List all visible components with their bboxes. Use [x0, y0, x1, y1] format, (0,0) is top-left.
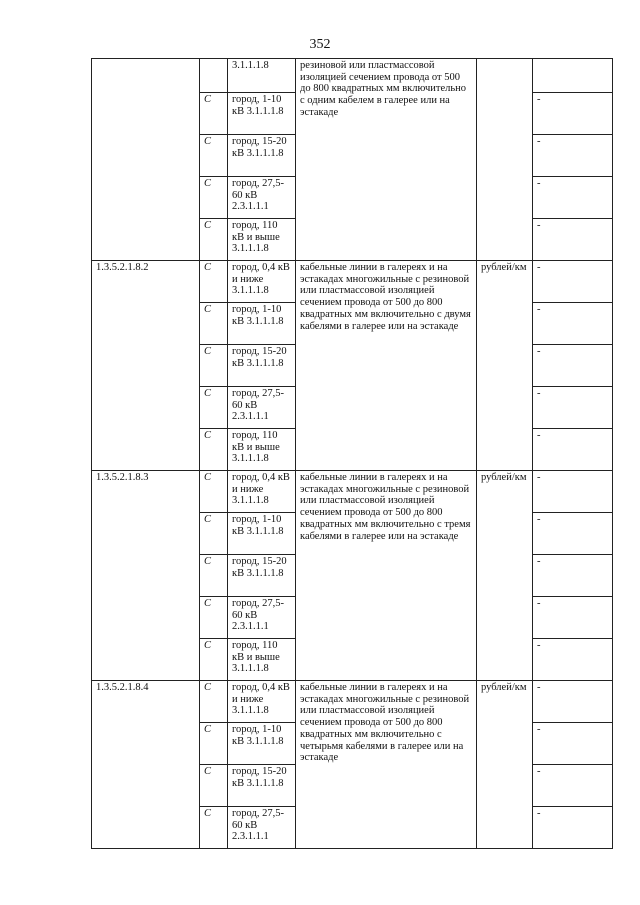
- category-letter-cell: С: [200, 303, 228, 345]
- tariff-table-body: [92, 59, 613, 849]
- table-row: [92, 681, 613, 723]
- area-voltage-cell: город, 110 кВ и выше 3.1.1.1.8: [228, 219, 296, 261]
- value-cell: -: [533, 303, 613, 345]
- category-letter-cell: С: [200, 597, 228, 639]
- table-row: [92, 471, 613, 513]
- value-cell: [533, 59, 613, 93]
- item-code-cell: [92, 59, 200, 261]
- category-letter-cell: С: [200, 723, 228, 765]
- area-voltage-cell: город, 15-20 кВ 3.1.1.1.8: [228, 765, 296, 807]
- value-cell: -: [533, 765, 613, 807]
- category-letter-cell: С: [200, 429, 228, 471]
- area-voltage-cell: город, 15-20 кВ 3.1.1.1.8: [228, 135, 296, 177]
- area-voltage-cell: город, 15-20 кВ 3.1.1.1.8: [228, 555, 296, 597]
- value-cell: -: [533, 597, 613, 639]
- category-letter-cell: С: [200, 345, 228, 387]
- value-cell: -: [533, 471, 613, 513]
- value-cell: -: [533, 723, 613, 765]
- value-cell: -: [533, 219, 613, 261]
- category-letter-cell: С: [200, 765, 228, 807]
- value-cell: -: [533, 93, 613, 135]
- value-cell: -: [533, 177, 613, 219]
- value-cell: -: [533, 639, 613, 681]
- value-cell: -: [533, 387, 613, 429]
- value-cell: -: [533, 261, 613, 303]
- value-cell: -: [533, 555, 613, 597]
- area-voltage-cell: 3.1.1.1.8: [228, 59, 296, 93]
- table-row: [92, 59, 613, 93]
- unit-cell: [477, 59, 533, 261]
- unit-cell: рублей/км: [477, 681, 533, 849]
- category-letter-cell: С: [200, 555, 228, 597]
- area-voltage-cell: город, 1-10 кВ 3.1.1.1.8: [228, 93, 296, 135]
- description-cell: кабельные линии в галереях и на эстакадах многожильные с резиновой или пластмассовой изоляцией сечением провода от 500 до 800 квадратных мм включительно с двумя кабелями в галерее или на эстакаде: [296, 261, 477, 471]
- category-letter-cell: С: [200, 471, 228, 513]
- area-voltage-cell: город, 27,5-60 кВ 2.3.1.1.1: [228, 807, 296, 849]
- category-letter-cell: [200, 59, 228, 93]
- category-letter-cell: С: [200, 513, 228, 555]
- item-code-cell: 1.3.5.2.1.8.2: [92, 261, 200, 471]
- item-code-cell: 1.3.5.2.1.8.3: [92, 471, 200, 681]
- page-number: 352: [309, 37, 331, 52]
- unit-cell: рублей/км: [477, 261, 533, 471]
- description-cell: кабельные линии в галереях и на эстакадах многожильные с резиновой или пластмассовой изоляцией сечением провода от 500 до 800 квадратных мм включительно с четырьмя кабелями в галерее или на эстакаде: [296, 681, 477, 849]
- area-voltage-cell: город, 27,5-60 кВ 2.3.1.1.1: [228, 387, 296, 429]
- unit-cell: рублей/км: [477, 471, 533, 681]
- area-voltage-cell: город, 0,4 кВ и ниже 3.1.1.1.8: [228, 681, 296, 723]
- table-row: [92, 261, 613, 303]
- area-voltage-cell: город, 0,4 кВ и ниже 3.1.1.1.8: [228, 471, 296, 513]
- tariff-table: [91, 58, 613, 849]
- value-cell: -: [533, 429, 613, 471]
- value-cell: -: [533, 513, 613, 555]
- category-letter-cell: С: [200, 681, 228, 723]
- area-voltage-cell: город, 110 кВ и выше 3.1.1.1.8: [228, 429, 296, 471]
- category-letter-cell: С: [200, 387, 228, 429]
- area-voltage-cell: город, 15-20 кВ 3.1.1.1.8: [228, 345, 296, 387]
- description-cell: кабельные линии в галереях и на эстакадах многожильные с резиновой или пластмассовой изоляцией сечением провода от 500 до 800 квадратных мм включительно с тремя кабелями в галерее или на эстакаде: [296, 471, 477, 681]
- category-letter-cell: С: [200, 807, 228, 849]
- category-letter-cell: С: [200, 219, 228, 261]
- category-letter-cell: С: [200, 135, 228, 177]
- area-voltage-cell: город, 27,5-60 кВ 2.3.1.1.1: [228, 177, 296, 219]
- value-cell: -: [533, 135, 613, 177]
- area-voltage-cell: город, 110 кВ и выше 3.1.1.1.8: [228, 639, 296, 681]
- category-letter-cell: С: [200, 639, 228, 681]
- area-voltage-cell: город, 27,5-60 кВ 2.3.1.1.1: [228, 597, 296, 639]
- area-voltage-cell: город, 1-10 кВ 3.1.1.1.8: [228, 513, 296, 555]
- category-letter-cell: С: [200, 93, 228, 135]
- area-voltage-cell: город, 0,4 кВ и ниже 3.1.1.1.8: [228, 261, 296, 303]
- category-letter-cell: С: [200, 261, 228, 303]
- value-cell: -: [533, 681, 613, 723]
- area-voltage-cell: город, 1-10 кВ 3.1.1.1.8: [228, 303, 296, 345]
- value-cell: -: [533, 345, 613, 387]
- description-cell: резиновой или пластмассовой изоляцией сечением провода от 500 до 800 квадратных мм включительно с одним кабелем в галерее или на эстакаде: [296, 59, 477, 261]
- item-code-cell: 1.3.5.2.1.8.4: [92, 681, 200, 849]
- category-letter-cell: С: [200, 177, 228, 219]
- area-voltage-cell: город, 1-10 кВ 3.1.1.1.8: [228, 723, 296, 765]
- value-cell: -: [533, 807, 613, 849]
